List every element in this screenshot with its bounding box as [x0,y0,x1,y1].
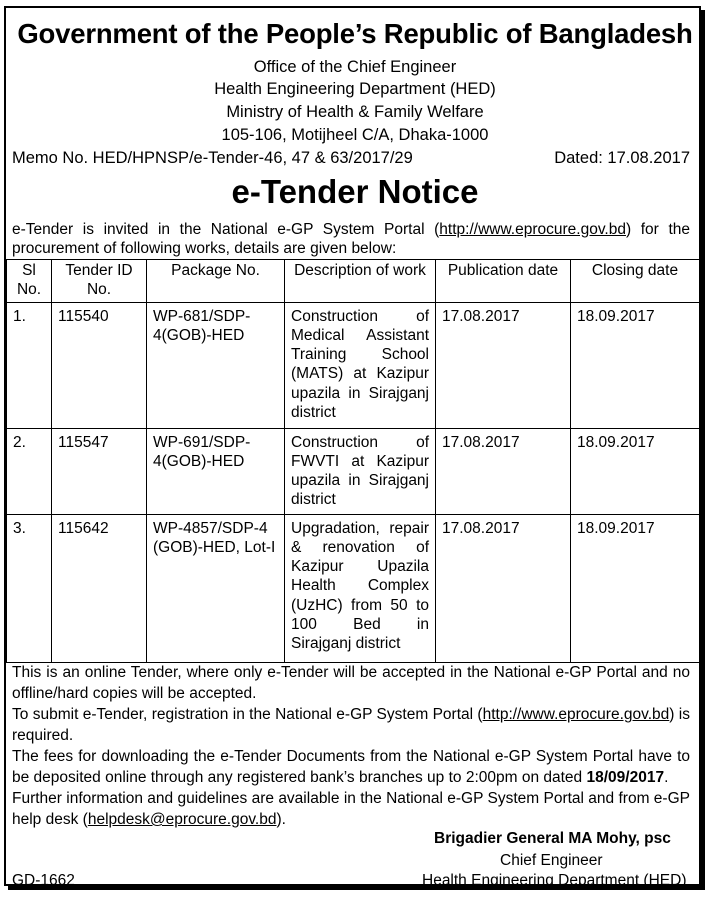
note-helpdesk [12,788,690,830]
table-header-row [7,260,700,303]
address-line: 105-106, Motijheel C/A, Dhaka-1000 [221,126,489,144]
cell-description: Construction of Medical Assistant Training School (MATS) at Kazipur upazila in Sirajganj district [285,302,436,428]
col-header-package: Package No. [147,260,285,303]
eprocure-link[interactable]: http://www.eprocure.gov.bd [439,221,626,238]
col-header-publication: Publication date [436,260,571,303]
cell-tender-id: 115642 [52,514,147,662]
cell-sl: 2. [7,428,52,514]
col-header-tender-id: Tender ID No. [52,260,147,303]
note-fees [12,746,690,788]
signatory-department: Health Engineering Department (HED) [422,872,687,889]
cell-package: WP-4857/SDP-4 (GOB)-HED, Lot-I [147,514,285,662]
office-line: Office of the Chief Engineer [253,58,457,76]
table-row [7,428,700,514]
notes-section [12,662,690,830]
note-registration-after: ) is required. [12,706,690,744]
cell-closing: 18.09.2017 [571,428,700,514]
col-header-closing: Closing date [571,260,700,303]
note-helpdesk-before: Further information and guidelines are available in the National e-GP System Portal and from e-GP help desk ( [12,790,690,828]
cell-publication: 17.08.2017 [436,302,571,428]
tender-table [6,259,700,663]
table-row [7,302,700,428]
cell-publication: 17.08.2017 [436,428,571,514]
intro-text-after: ) for the procurement of following works, details are given below: [12,221,690,257]
cell-tender-id: 115540 [52,302,147,428]
ministry-line: Ministry of Health & Family Welfare [226,103,484,121]
fees-deadline-date: 18/09/2017 [586,769,665,786]
note-fees-after: . [664,769,669,786]
reference-number: GD-1662 [12,872,75,889]
helpdesk-email-link[interactable]: helpdesk@eprocure.gov.bd [87,811,277,828]
memo-number: Memo No. HED/HPNSP/e-Tender-46, 47 & 63/2017/29 [12,149,413,167]
intro-text-before: e-Tender is invited in the National e-GP System Portal ( [12,221,440,238]
note-registration [12,704,690,746]
notice-title: e-Tender Notice [231,173,479,210]
col-header-description: Description of work [285,260,436,303]
cell-package: WP-691/SDP-4(GOB)-HED [147,428,285,514]
cell-package: WP-681/SDP-4(GOB)-HED [147,302,285,428]
cell-tender-id: 115547 [52,428,147,514]
intro-paragraph [12,220,690,258]
note-helpdesk-after: ). [276,811,286,828]
cell-description: Construction of FWVTI at Kazipur upazila in Sirajganj district [285,428,436,514]
note-online-only: This is an online Tender, where only e-Tender will be accepted in the National e-GP Portal and no offline/hard copies will be accepted. [12,664,690,702]
cell-closing: 18.09.2017 [571,514,700,662]
registration-link[interactable]: http://www.eprocure.gov.bd [482,706,670,723]
cell-publication: 17.08.2017 [436,514,571,662]
signatory-name: Brigadier General MA Mohy, psc [434,830,671,847]
table-row [7,514,700,662]
cell-sl: 1. [7,302,52,428]
cell-closing: 18.09.2017 [571,302,700,428]
note-registration-before: To submit e-Tender, registration in the National e-GP System Portal ( [12,706,483,723]
signatory-title: Chief Engineer [500,852,603,869]
memo-date: Dated: 17.08.2017 [554,149,690,167]
cell-sl: 3. [7,514,52,662]
department-line: Health Engineering Department (HED) [214,80,496,98]
government-heading: Government of the People’s Republic of Bangladesh [17,18,693,49]
cell-description: Upgradation, repair & renovation of Kazipur Upazila Health Complex (UzHC) from 50 to 100 Bed in Sirajganj district [285,514,436,662]
note-fees-before: The fees for downloading the e-Tender Documents from the National e-GP System Portal have to be deposited online through any registered bank’s branches up to 2:00pm on dated [12,748,690,786]
col-header-sl: Sl No. [7,260,52,303]
